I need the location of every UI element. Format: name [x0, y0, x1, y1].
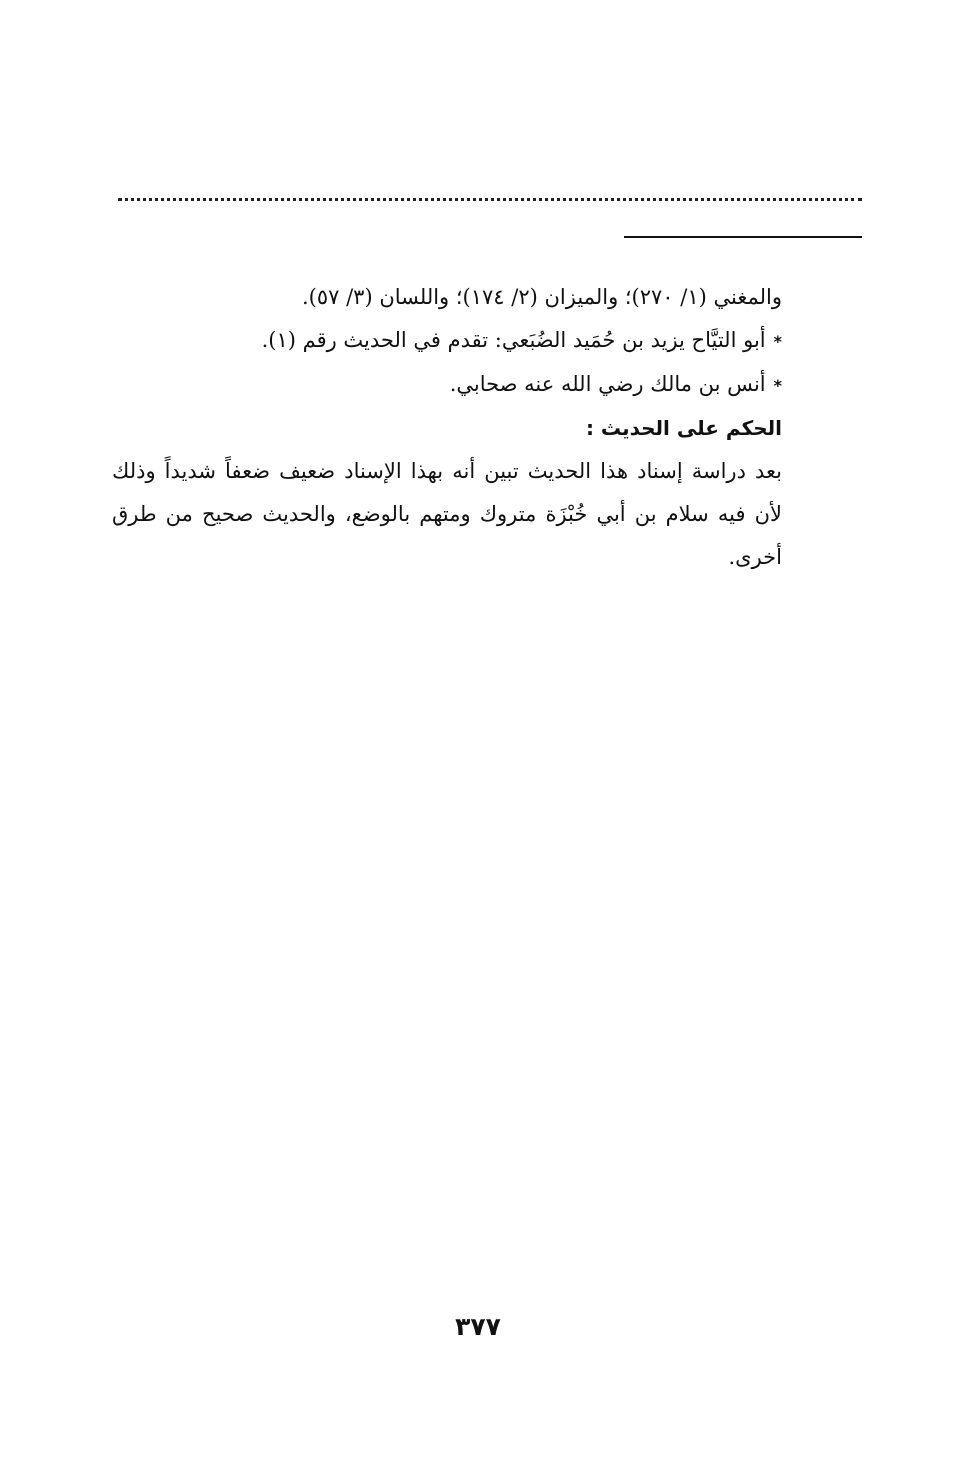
ruling-text: بعد دراسة إسناد هذا الحديث تبين أنه بهذا الإسناد ضعيف ضعفاً شديداً وذلك لأن فيه سلام بن أبي خُبْزَة متروك ومتهم بالوضع، والحديث صحيح من طرق أخرى. — [112, 459, 782, 569]
section-rule — [624, 236, 862, 238]
references-line: والمغني (١/ ٢٧٠)؛ والميزان (٢/ ١٧٤)؛ واللسان (٣/ ٥٧). — [301, 285, 782, 309]
narrator-text-1: أبو التيَّاح يزيد بن حُمَيد الضُبَعي: تقدم في الحديث رقم (١). — [261, 328, 766, 352]
narrator-entry-2 — [112, 363, 782, 407]
main-text — [112, 276, 782, 579]
narrator-entry-1 — [112, 319, 782, 363]
narrator-text-2: أنس بن مالك رضي الله عنه صحابي. — [449, 372, 766, 396]
dotted-separator — [118, 198, 862, 201]
ruling-heading: الحكم على الحديث : — [585, 416, 782, 440]
asterisk-icon: * — [773, 332, 782, 351]
asterisk-icon: * — [773, 376, 782, 395]
page-number: ٣٧٧ — [455, 1312, 501, 1341]
